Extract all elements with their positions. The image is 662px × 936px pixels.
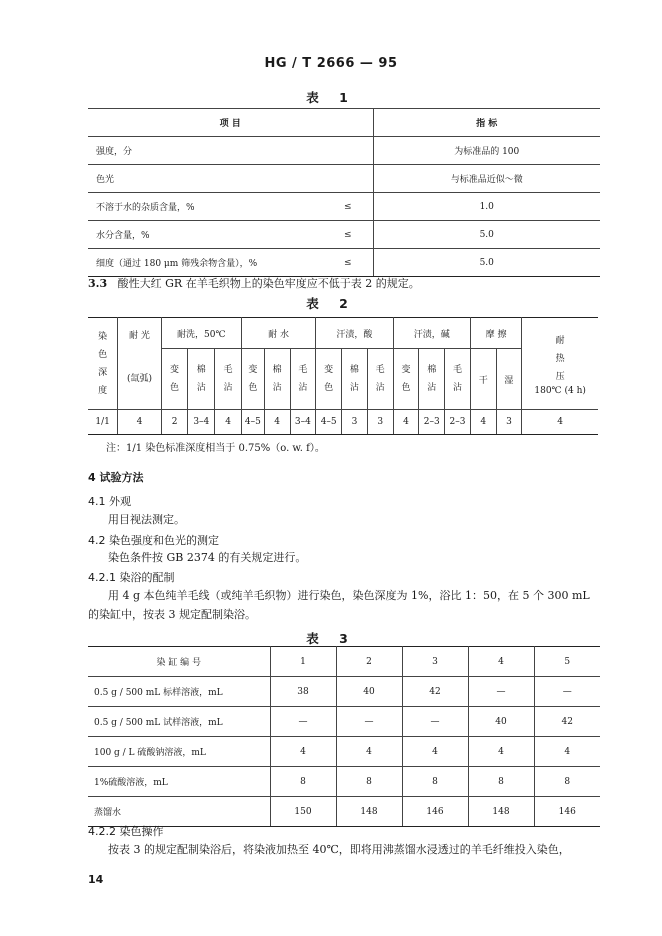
table2-header-row bbox=[88, 318, 598, 349]
table3-caption: 表 3 bbox=[306, 631, 356, 646]
table2-cell: 3–4 bbox=[188, 410, 215, 435]
table2-col-heat-sub: 180℃ (4 h) bbox=[534, 385, 586, 396]
table3-row-label: 蒸馏水 bbox=[88, 797, 270, 827]
table2-cell: 3 bbox=[342, 410, 368, 435]
table3-head-num: 1 bbox=[270, 647, 336, 677]
table2-cell: 1/1 bbox=[88, 410, 118, 435]
table-row bbox=[88, 221, 600, 249]
table3-cell: — bbox=[468, 677, 534, 707]
table3-cell: 8 bbox=[336, 767, 402, 797]
table-row bbox=[88, 249, 600, 277]
table2-cell: 4 bbox=[118, 410, 161, 435]
table3-cell: 4 bbox=[534, 737, 600, 767]
table-row bbox=[88, 797, 600, 827]
table3-cell: 40 bbox=[336, 677, 402, 707]
table2-col-rub: 摩 擦 bbox=[470, 318, 521, 349]
table1-row-value: 与标准品近似～微 bbox=[373, 165, 600, 193]
table1-row-label: 强度，分 bbox=[88, 137, 323, 165]
table-row bbox=[88, 410, 598, 435]
clause-3-3 bbox=[88, 277, 420, 291]
table1-row-value: 1.0 bbox=[373, 193, 600, 221]
table2-col-water: 耐 水 bbox=[241, 318, 315, 349]
table2-cell: 4 bbox=[522, 410, 598, 435]
table3-cell: 8 bbox=[402, 767, 468, 797]
table2-col-heat-label: 耐热压 bbox=[555, 335, 565, 382]
page-number: 14 bbox=[88, 873, 104, 886]
table2-sub: 棉沾 bbox=[427, 365, 437, 393]
table3-cell: 40 bbox=[468, 707, 534, 737]
table3-cell: 42 bbox=[402, 677, 468, 707]
table2-cell: 3 bbox=[367, 410, 393, 435]
table3-row-label: 0.5 g / 500 mL 试样溶液，mL bbox=[88, 707, 270, 737]
table3-cell: 146 bbox=[534, 797, 600, 827]
table3-cell: 150 bbox=[270, 797, 336, 827]
table3-cell: 8 bbox=[468, 767, 534, 797]
table1-col-index: 指 标 bbox=[373, 109, 600, 137]
table1 bbox=[88, 108, 600, 277]
table3-cell: — bbox=[336, 707, 402, 737]
table2-cell: 3 bbox=[496, 410, 522, 435]
table2-col-wash: 耐洗，50℃ bbox=[161, 318, 241, 349]
table1-row-label: 不溶于水的杂质含量，% bbox=[88, 193, 323, 221]
table2-col-light-sub: (氙弧) bbox=[126, 374, 152, 384]
table2-sub: 棉沾 bbox=[196, 365, 206, 393]
table2 bbox=[88, 317, 598, 435]
table1-row-value: 5.0 bbox=[373, 249, 600, 277]
table2-note: 注：1/1 染色标准深度相当于 0.75%（o. w. f）。 bbox=[106, 443, 325, 454]
table3-header-row bbox=[88, 647, 600, 677]
table1-row-label: 水分含量，% bbox=[88, 221, 323, 249]
table2-cell: 4 bbox=[470, 410, 496, 435]
section-4-2-1-title: 4.2.1 染浴的配制 bbox=[88, 571, 175, 584]
table3-cell: 148 bbox=[336, 797, 402, 827]
table1-caption: 表 1 bbox=[306, 90, 356, 105]
clause-number: 3.3 bbox=[88, 277, 108, 290]
table2-cell: 4–5 bbox=[316, 410, 342, 435]
table3-cell: 38 bbox=[270, 677, 336, 707]
table2-sub: 毛沾 bbox=[223, 365, 233, 393]
section-4-2-text: 染色条件按 GB 2374 的有关规定进行。 bbox=[108, 551, 307, 564]
clause-text: 酸性大红 GR 在羊毛织物上的染色牢度应不低于表 2 的规定。 bbox=[117, 277, 420, 290]
table2-cell: 3–4 bbox=[290, 410, 316, 435]
section-4-2-1-text-2: 的染缸中，按表 3 规定配制染浴。 bbox=[88, 608, 256, 621]
table2-subheader-row bbox=[88, 349, 598, 410]
table2-col-light bbox=[118, 318, 161, 410]
table3-cell: — bbox=[534, 677, 600, 707]
table2-cell: 2–3 bbox=[419, 410, 445, 435]
section-4-1-title: 4.1 外观 bbox=[88, 495, 131, 508]
table2-sub: 变色 bbox=[248, 365, 258, 393]
table1-row-le: ≤ bbox=[323, 221, 373, 249]
table2-sub: 变色 bbox=[401, 365, 411, 393]
table2-cell: 2–3 bbox=[445, 410, 471, 435]
table3-head-num: 5 bbox=[534, 647, 600, 677]
table2-sub: 变色 bbox=[170, 365, 180, 393]
section-4-2-1-text-1: 用 4 g 本色纯羊毛线（或纯羊毛织物）进行染色，染色深度为 1%，浴比 1：50，在 5 个 300 mL bbox=[108, 589, 590, 602]
table2-sub: 棉沾 bbox=[349, 365, 359, 393]
section-4-2-2-title: 4.2.2 染色操作 bbox=[88, 825, 164, 838]
table2-cell: 4 bbox=[393, 410, 419, 435]
table3-cell: 4 bbox=[402, 737, 468, 767]
table3-cell: 8 bbox=[270, 767, 336, 797]
table1-col-item: 项 目 bbox=[88, 109, 373, 137]
section-4-1-text: 用目视法测定。 bbox=[108, 513, 185, 526]
table3 bbox=[88, 646, 600, 827]
table1-row-value: 5.0 bbox=[373, 221, 600, 249]
table2-sub: 毛沾 bbox=[375, 365, 385, 393]
table1-header-row bbox=[88, 109, 600, 137]
table1-row-value: 为标准品的 100 bbox=[373, 137, 600, 165]
table2-sub: 变色 bbox=[324, 365, 334, 393]
table1-row-label: 细度（通过 180 μm 筛残余物含量），% bbox=[88, 249, 323, 277]
table2-sub: 棉沾 bbox=[272, 365, 282, 393]
table2-sub: 毛沾 bbox=[298, 365, 308, 393]
standard-number-header: HG / T 2666 — 95 bbox=[264, 56, 398, 71]
table3-head-num: 4 bbox=[468, 647, 534, 677]
table2-col-sweat-alk: 汗渍，碱 bbox=[393, 318, 470, 349]
table3-cell: 4 bbox=[336, 737, 402, 767]
table3-row-label: 1%硫酸溶液，mL bbox=[88, 767, 270, 797]
table2-col-depth-label: 染色深度 bbox=[98, 331, 108, 396]
table-row bbox=[88, 737, 600, 767]
table2-sub: 毛沾 bbox=[452, 365, 462, 393]
table3-head-num: 3 bbox=[402, 647, 468, 677]
table-row bbox=[88, 193, 600, 221]
table3-cell: 148 bbox=[468, 797, 534, 827]
table2-cell: 2 bbox=[161, 410, 188, 435]
table2-caption: 表 2 bbox=[306, 296, 356, 311]
table-row bbox=[88, 707, 600, 737]
table1-row-le: ≤ bbox=[323, 249, 373, 277]
table2-col-heat bbox=[522, 318, 598, 410]
table3-cell: 4 bbox=[270, 737, 336, 767]
table3-cell: — bbox=[270, 707, 336, 737]
table-row bbox=[88, 677, 600, 707]
table3-head-label: 染 缸 编 号 bbox=[88, 647, 270, 677]
table2-col-light-label: 耐 光 bbox=[129, 331, 150, 341]
table1-row-label: 色光 bbox=[88, 165, 323, 193]
table2-cell: 4 bbox=[264, 410, 290, 435]
table2-col-depth bbox=[88, 318, 118, 410]
table-row bbox=[88, 165, 600, 193]
table2-cell: 4–5 bbox=[241, 410, 264, 435]
table2-cell: 4 bbox=[215, 410, 242, 435]
table1-row-le: ≤ bbox=[323, 193, 373, 221]
table3-cell: 146 bbox=[402, 797, 468, 827]
table3-cell: 8 bbox=[534, 767, 600, 797]
section-4-2-title: 4.2 染色强度和色光的测定 bbox=[88, 534, 219, 547]
table2-col-sweat-acid: 汗渍，酸 bbox=[316, 318, 393, 349]
table3-cell: 42 bbox=[534, 707, 600, 737]
table3-head-num: 2 bbox=[336, 647, 402, 677]
table-row bbox=[88, 137, 600, 165]
section-4-title: 4 试验方法 bbox=[88, 471, 144, 484]
table1-row-le bbox=[323, 137, 373, 165]
table3-cell: — bbox=[402, 707, 468, 737]
table3-row-label: 100 g / L 硫酸钠溶液，mL bbox=[88, 737, 270, 767]
table2-sub: 干 bbox=[470, 349, 496, 410]
section-4-2-2-text: 按表 3 的规定配制染浴后，将染液加热至 40℃，即将用沸蒸馏水浸透过的羊毛纤维投入染色， bbox=[108, 843, 570, 856]
table2-sub: 湿 bbox=[496, 349, 522, 410]
table3-row-label: 0.5 g / 500 mL 标样溶液，mL bbox=[88, 677, 270, 707]
table3-cell: 4 bbox=[468, 737, 534, 767]
table-row bbox=[88, 767, 600, 797]
table1-row-le bbox=[323, 165, 373, 193]
